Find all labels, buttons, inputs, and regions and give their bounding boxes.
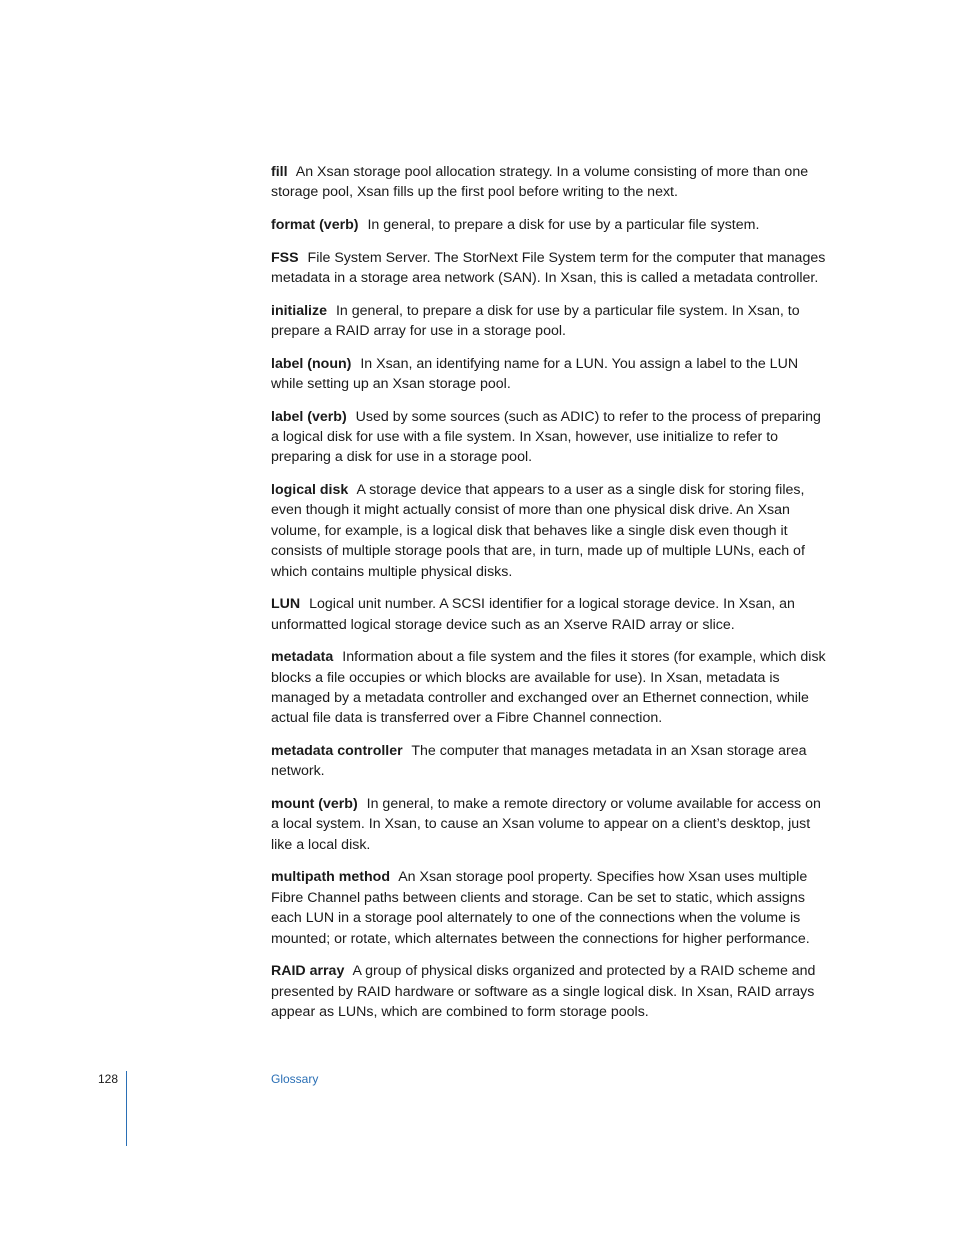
glossary-term: multipath method bbox=[271, 869, 391, 886]
glossary-list bbox=[271, 162, 827, 1035]
page-number: 128 bbox=[98, 1072, 119, 1086]
glossary-definition: Logical unit number. A SCSI identifier for a logical storage device. In Xsan, an unformatted logical storage device such as an Xserve RAID array or slice. bbox=[271, 596, 795, 633]
glossary-term: fill bbox=[271, 164, 288, 180]
footer-section-name: Glossary bbox=[271, 1072, 319, 1086]
glossary-definition: The computer that manages metadata in an Xsan storage area network. bbox=[271, 743, 807, 780]
glossary-entry-fss bbox=[271, 248, 827, 289]
glossary-definition: An Xsan storage pool property. Specifies how Xsan uses multiple Fibre Channel paths between clients and storage. Can be set to static, which assigns each LUN in a storage pool alternately to one of the connections when the volume is mounted; or rotate, which alternates between the connections for higher performance. bbox=[271, 869, 810, 947]
glossary-term: metadata bbox=[271, 649, 334, 666]
glossary-term: RAID array bbox=[271, 963, 345, 980]
glossary-term: LUN bbox=[271, 596, 301, 613]
glossary-term: FSS bbox=[271, 249, 299, 266]
glossary-entry-label-verb bbox=[271, 407, 827, 468]
glossary-entry-lun bbox=[271, 594, 827, 635]
glossary-term: label (noun) bbox=[271, 355, 352, 372]
glossary-entry-metadata-controller bbox=[271, 741, 827, 782]
glossary-entry-initialize bbox=[271, 301, 827, 342]
glossary-definition: In general, to prepare a disk for use by a particular file system. bbox=[367, 217, 760, 233]
glossary-definition: In general, to make a remote directory or volume available for access on a local system. In Xsan, to cause an Xsan volume to appear on a client’s desktop, just like a local disk. bbox=[271, 796, 821, 853]
glossary-definition: In general, to prepare a disk for use by a particular file system. In Xsan, to prepare a RAID array for use in a storage pool. bbox=[271, 302, 800, 339]
glossary-entry-raid-array bbox=[271, 961, 827, 1022]
glossary-entry-logical-disk bbox=[271, 480, 827, 582]
glossary-term: metadata controller bbox=[271, 743, 403, 760]
glossary-definition: Information about a file system and the files it stores (for example, which disk blocks a file occupies or which blocks are available for use). In Xsan, metadata is managed by a metadata controller and exchanged over an Ethernet connection, while actual file data is transferred over a Fibre Channel connection. bbox=[271, 649, 826, 727]
glossary-entry-multipath-method bbox=[271, 867, 827, 949]
footer-divider bbox=[126, 1071, 127, 1146]
glossary-term: mount (verb) bbox=[271, 796, 358, 813]
glossary-definition: An Xsan storage pool allocation strategy. In a volume consisting of more than one storage pool, Xsan fills up the first pool before writing to the next. bbox=[271, 164, 809, 201]
glossary-definition: File System Server. The StorNext File System term for the computer that manages metadata in a storage area network (SAN). In Xsan, this is called a metadata controller. bbox=[271, 249, 826, 286]
glossary-term: initialize bbox=[271, 302, 327, 319]
glossary-entry-mount bbox=[271, 794, 827, 855]
glossary-term: label (verb) bbox=[271, 408, 347, 425]
glossary-entry-metadata bbox=[271, 647, 827, 729]
glossary-entry-label-noun bbox=[271, 354, 827, 395]
glossary-term: logical disk bbox=[271, 482, 349, 498]
glossary-definition: A group of physical disks organized and protected by a RAID scheme and presented by RAID hardware or software as a single logical disk. In Xsan, RAID arrays appear as LUNs, which are combined to form storage pools. bbox=[271, 963, 816, 1021]
glossary-term: format (verb) bbox=[271, 217, 359, 233]
glossary-definition: A storage device that appears to a user as a single disk for storing files, even though it might actually consist of more than one physical disk drive. An Xsan volume, for example, is a logical disk that behaves like a single disk even though it consists of multiple storage pools that are, in turn, made up of multiple LUNs, each of which contains multiple physical disks. bbox=[271, 482, 805, 580]
glossary-definition: In Xsan, an identifying name for a LUN. You assign a label to the LUN while setting up an Xsan storage pool. bbox=[271, 355, 799, 392]
glossary-definition: Used by some sources (such as ADIC) to refer to the process of preparing a logical disk for use with a file system. In Xsan, however, use initialize to refer to preparing a disk for use in a storage pool. bbox=[271, 408, 821, 466]
glossary-entry-fill bbox=[271, 162, 827, 203]
glossary-entry-format bbox=[271, 215, 827, 235]
